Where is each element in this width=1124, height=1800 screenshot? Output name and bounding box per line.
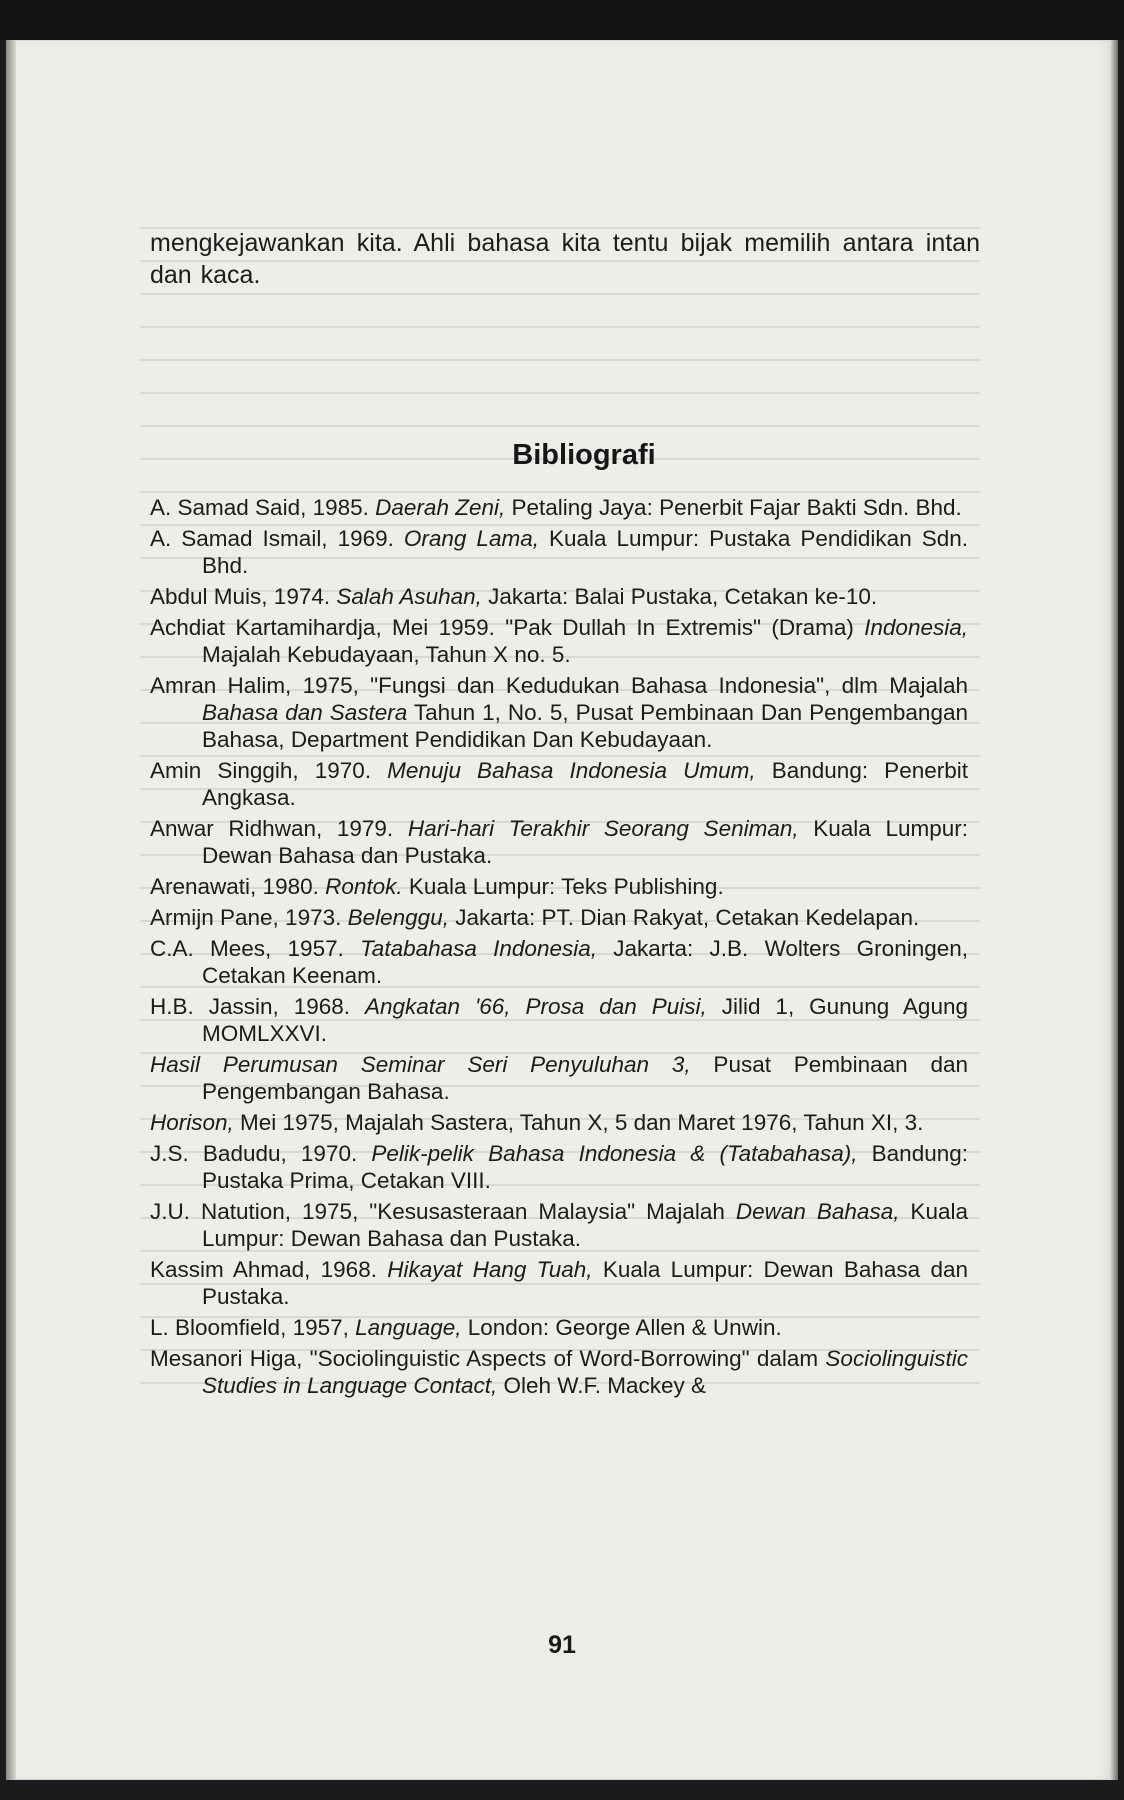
intro-paragraph: mengkejawankan kita. Ahli bahasa kita tentu bijak memilih antara intan dan kaca. bbox=[150, 229, 980, 289]
entry-title: Belenggu, bbox=[347, 905, 449, 930]
entry-title: Hikayat Hang Tuah, bbox=[387, 1257, 593, 1282]
scan-top-border bbox=[0, 0, 1124, 40]
entry-publication: Bandung: Penerbit Angkasa. bbox=[202, 758, 968, 810]
entry-publication: Kuala Lumpur: Dewan Bahasa dan Pustaka. bbox=[202, 1199, 968, 1251]
page-binding-edge bbox=[6, 40, 16, 1780]
entry-title: Horison, bbox=[150, 1110, 234, 1135]
entry-publication: Pusat Pembinaan dan Pengembangan Bahasa. bbox=[202, 1052, 968, 1104]
entry-title: Rontok. bbox=[325, 874, 403, 899]
bibliography-entry bbox=[150, 757, 968, 811]
entry-publication: London: George Allen & Unwin. bbox=[461, 1315, 782, 1340]
entry-title: Bahasa dan Sastera bbox=[202, 700, 408, 725]
entry-author-year: A. Samad Said, 1985. bbox=[150, 495, 376, 520]
entry-title: Orang Lama, bbox=[403, 526, 539, 551]
bibliography-entry bbox=[150, 525, 968, 579]
bibliography-entry bbox=[150, 1345, 968, 1399]
entry-publication: Tahun 1, No. 5, Pusat Pembinaan Dan Pengembangan Bahasa, Department Pendidikan Dan Kebudayaan. bbox=[202, 700, 968, 752]
bibliography-list bbox=[150, 494, 968, 1403]
entry-publication: Majalah Kebudayaan, Tahun X no. 5. bbox=[202, 642, 571, 667]
bibliography-entry bbox=[150, 1051, 968, 1105]
entry-author-year: C.A. Mees, 1957. bbox=[150, 936, 361, 961]
bibliography-entry bbox=[150, 672, 968, 753]
section-heading: Bibliografi bbox=[512, 439, 656, 471]
entry-author-year: Anwar Ridhwan, 1979. bbox=[150, 816, 408, 841]
entry-title: Pelik-pelik Bahasa Indonesia & (Tatabahasa), bbox=[371, 1141, 858, 1166]
entry-title: Menuju Bahasa Indonesia Umum, bbox=[387, 758, 756, 783]
entry-author-year: Armijn Pane, 1973. bbox=[150, 905, 348, 930]
page-outer-edge bbox=[1110, 40, 1118, 1780]
entry-title: Hari-hari Terakhir Seorang Seniman, bbox=[407, 816, 799, 841]
bibliography-entry bbox=[150, 993, 968, 1047]
entry-publication: Kuala Lumpur: Pustaka Pendidikan Sdn. Bhd. bbox=[202, 526, 968, 578]
page-number: 91 bbox=[548, 1631, 576, 1659]
entry-publication: Petaling Jaya: Penerbit Fajar Bakti Sdn. Bhd. bbox=[505, 495, 962, 520]
entry-publication: Jakarta: Balai Pustaka, Cetakan ke-10. bbox=[481, 584, 878, 609]
bibliography-entry bbox=[150, 1314, 968, 1341]
entry-author-year: Abdul Muis, 1974. bbox=[150, 584, 337, 609]
bibliography-entry bbox=[150, 1109, 968, 1136]
entry-title: Daerah Zeni, bbox=[375, 495, 506, 520]
entry-author-year: Amin Singgih, 1970. bbox=[150, 758, 388, 783]
bibliography-entry bbox=[150, 494, 968, 521]
entry-title: Angkatan '66, Prosa dan Puisi, bbox=[364, 994, 707, 1019]
entry-title: Hasil Perumusan Seminar Seri Penyuluhan 3, bbox=[150, 1052, 691, 1077]
bibliography-entry bbox=[150, 935, 968, 989]
bibliography-entry bbox=[150, 904, 968, 931]
entry-author-year: J.U. Natution, 1975, "Kesusasteraan Malaysia" Majalah bbox=[150, 1199, 736, 1224]
bibliography-entry bbox=[150, 1198, 968, 1252]
entry-author-year: Mesanori Higa, "Sociolinguistic Aspects of Word-Borrowing" dalam bbox=[150, 1346, 826, 1371]
entry-publication: Mei 1975, Majalah Sastera, Tahun X, 5 dan Maret 1976, Tahun XI, 3. bbox=[233, 1110, 924, 1135]
entry-publication: Kuala Lumpur: Dewan Bahasa dan Pustaka. bbox=[202, 816, 969, 868]
entry-author-year: H.B. Jassin, 1968. bbox=[150, 994, 365, 1019]
entry-author-year: A. Samad Ismail, 1969. bbox=[150, 526, 404, 551]
entry-author-year: Arenawati, 1980. bbox=[150, 874, 326, 899]
bibliography-entry bbox=[150, 1140, 968, 1194]
entry-publication: Oleh W.F. Mackey & bbox=[497, 1373, 707, 1398]
entry-publication: Jakarta: PT. Dian Rakyat, Cetakan Kedelapan. bbox=[448, 905, 920, 930]
entry-title: Tatabahasa Indonesia, bbox=[360, 936, 597, 961]
entry-title: Indonesia, bbox=[864, 615, 968, 640]
entry-publication: Bandung: Pustaka Prima, Cetakan VIII. bbox=[202, 1141, 969, 1193]
entry-title: Sociolinguistic Studies in Language Contact, bbox=[202, 1346, 968, 1398]
entry-author-year: Kassim Ahmad, 1968. bbox=[150, 1257, 388, 1282]
entry-author-year: L. Bloomfield, 1957, bbox=[150, 1315, 356, 1340]
bibliography-entry bbox=[150, 583, 968, 610]
entry-title: Language, bbox=[355, 1315, 462, 1340]
entry-publication: Kuala Lumpur: Dewan Bahasa dan Pustaka. bbox=[202, 1257, 969, 1309]
entry-publication: Jilid 1, Gunung Agung MOMLXXVI. bbox=[202, 994, 968, 1046]
entry-title: Salah Asuhan, bbox=[336, 584, 482, 609]
entry-title: Dewan Bahasa, bbox=[735, 1199, 900, 1224]
bibliography-entry bbox=[150, 614, 968, 668]
bibliography-entry bbox=[150, 815, 968, 869]
entry-publication: Kuala Lumpur: Teks Publishing. bbox=[402, 874, 724, 899]
entry-author-year: Achdiat Kartamihardja, Mei 1959. "Pak Dullah In Extremis" (Drama) bbox=[150, 615, 865, 640]
entry-publication: Jakarta: J.B. Wolters Groningen, Cetakan Keenam. bbox=[202, 936, 969, 988]
entry-author-year: Amran Halim, 1975, "Fungsi dan Kedudukan Bahasa Indonesia", dlm Majalah bbox=[150, 673, 968, 698]
bibliography-entry bbox=[150, 1256, 968, 1310]
entry-author-year: J.S. Badudu, 1970. bbox=[150, 1141, 372, 1166]
bibliography-entry bbox=[150, 873, 968, 900]
